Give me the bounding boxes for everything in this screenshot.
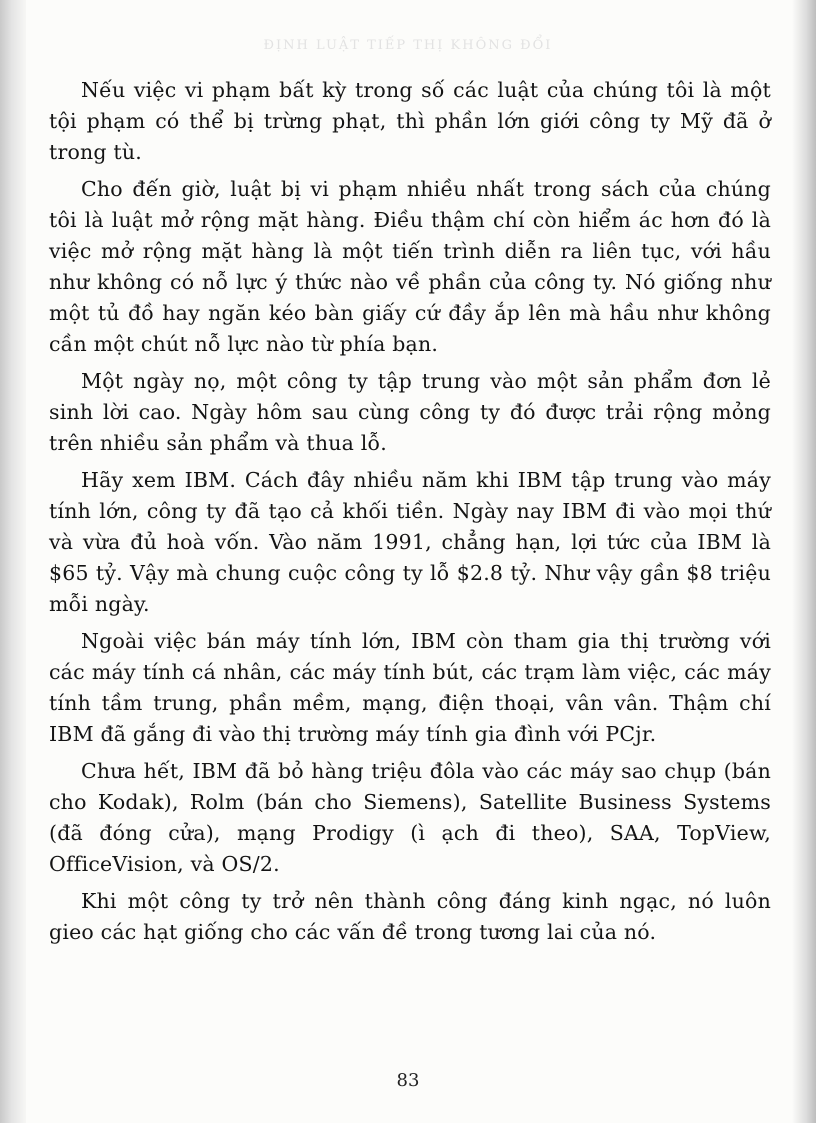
paragraph: Hãy xem IBM. Cách đây nhiều năm khi IBM tập trung vào máy tính lớn, công ty đã tạo cả khối tiền. Ngày nay IBM đi vào mọi thứ và vừa đủ hoà vốn. Vào năm 1991, chẳng hạn, lợi tức của IBM là $65 tỷ. Vậy mà chung cuộc công ty lỗ $2.8 tỷ. Như vậy gần $8 triệu mỗi ngày.	[49, 468, 771, 616]
paragraph: Một ngày nọ, một công ty tập trung vào một sản phẩm đơn lẻ sinh lời cao. Ngày hôm sau cùng công ty đó được trải rộng mỏng trên nhiều sản phẩm và thua lỗ.	[49, 369, 771, 455]
running-header: ĐỊNH LUẬT TIẾP THỊ KHÔNG ĐỔI	[263, 38, 553, 53]
body-text	[49, 75, 771, 954]
paragraph: Nếu việc vi phạm bất kỳ trong số các luật của chúng tôi là một tội phạm có thể bị trừng phạt, thì phần lớn giới công ty Mỹ đã ở trong tù.	[49, 78, 771, 164]
paragraph: Chưa hết, IBM đã bỏ hàng triệu đôla vào các máy sao chụp (bán cho Kodak), Rolm (bán cho Siemens), Satellite Business Systems (đã đóng cửa), mạng Prodigy (ì ạch đi theo), SAA, TopView, OfficeVision, và OS/2.	[49, 759, 771, 876]
paragraph: Ngoài việc bán máy tính lớn, IBM còn tham gia thị trường với các máy tính cá nhân, các máy tính bút, các trạm làm việc, các máy tính tầm trung, phần mềm, mạng, điện thoại, vân vân. Thậm chí IBM đã gắng đi vào thị trường máy tính gia đình với PCjr.	[49, 629, 771, 746]
page-number: 83	[396, 1070, 420, 1091]
page-binding-shadow	[0, 0, 26, 1123]
paragraph: Cho đến giờ, luật bị vi phạm nhiều nhất trong sách của chúng tôi là luật mở rộng mặt hàng. Điều thậm chí còn hiểm ác hơn đó là việc mở rộng mặt hàng là một tiến trình diễn ra liên tục, với hầu như không có nỗ lực ý thức nào về phần của công ty. Nó giống như một tủ đồ hay ngăn kéo bàn giấy cứ đầy ắp lên mà hầu như không cần một chút nỗ lực nào từ phía bạn.	[49, 177, 771, 356]
paragraph: Khi một công ty trở nên thành công đáng kinh ngạc, nó luôn gieo các hạt giống cho các vấn đề trong tương lai của nó.	[49, 889, 771, 944]
page-edge-shadow	[792, 0, 816, 1123]
